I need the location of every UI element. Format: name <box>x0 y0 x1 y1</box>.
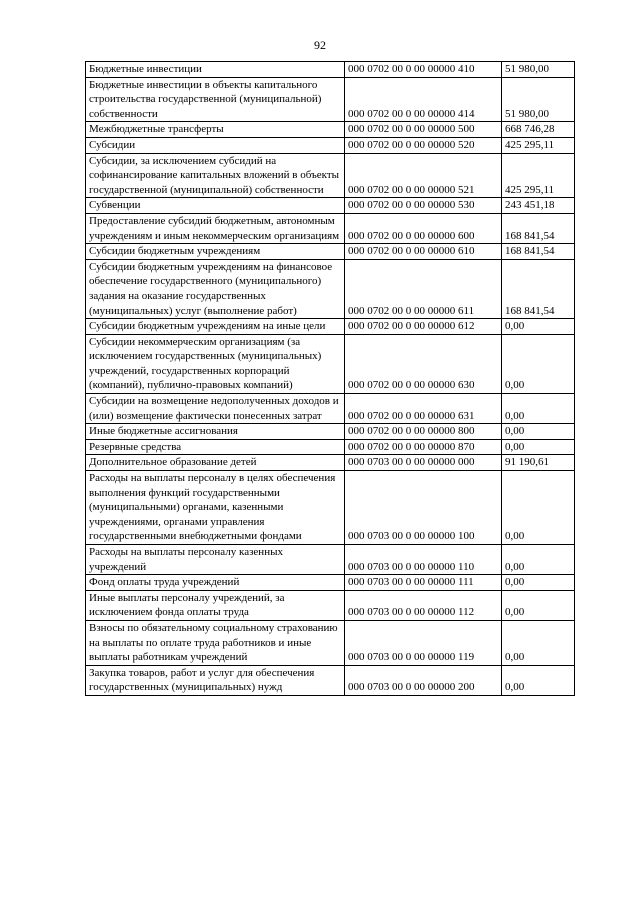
row-code-cell: 000 0702 00 0 00 00000 414 <box>345 77 502 122</box>
row-name-cell: Субсидии <box>86 137 345 153</box>
row-name-cell: Субсидии бюджетным учреждениям на иные цели <box>86 319 345 335</box>
row-amount-cell: 0,00 <box>502 620 575 665</box>
table-row <box>86 153 575 198</box>
row-amount-cell: 0,00 <box>502 665 575 695</box>
table-row <box>86 665 575 695</box>
row-code-cell: 000 0703 00 0 00 00000 000 <box>345 455 502 471</box>
row-amount-cell: 0,00 <box>502 575 575 591</box>
row-code-cell: 000 0702 00 0 00 00000 410 <box>345 62 502 78</box>
row-name-cell: Субсидии на возмещение недополученных доходов и (или) возмещение фактически понесенных затрат <box>86 394 345 424</box>
row-amount-cell: 168 841,54 <box>502 244 575 260</box>
row-amount-cell: 51 980,00 <box>502 62 575 78</box>
row-name-cell: Межбюджетные трансферты <box>86 122 345 138</box>
row-amount-cell: 425 295,11 <box>502 137 575 153</box>
row-name-cell: Иные бюджетные ассигнования <box>86 424 345 440</box>
row-amount-cell: 0,00 <box>502 424 575 440</box>
row-code-cell: 000 0702 00 0 00 00000 800 <box>345 424 502 440</box>
table-row <box>86 62 575 78</box>
row-name-cell: Субвенции <box>86 198 345 214</box>
row-code-cell: 000 0703 00 0 00 00000 110 <box>345 545 502 575</box>
table-row <box>86 575 575 591</box>
row-code-cell: 000 0703 00 0 00 00000 200 <box>345 665 502 695</box>
table-row <box>86 590 575 620</box>
table-row <box>86 394 575 424</box>
table-row <box>86 77 575 122</box>
row-amount-cell: 0,00 <box>502 439 575 455</box>
row-amount-cell: 91 190,61 <box>502 455 575 471</box>
row-name-cell: Взносы по обязательному социальному страхованию на выплаты по оплате труда работников и иные выплаты работникам учреждений <box>86 620 345 665</box>
row-code-cell: 000 0702 00 0 00 00000 612 <box>345 319 502 335</box>
row-code-cell: 000 0702 00 0 00 00000 610 <box>345 244 502 260</box>
table-row <box>86 471 575 545</box>
row-amount-cell: 0,00 <box>502 334 575 393</box>
row-amount-cell: 0,00 <box>502 394 575 424</box>
row-amount-cell: 243 451,18 <box>502 198 575 214</box>
row-name-cell: Иные выплаты персоналу учреждений, за исключением фонда оплаты труда <box>86 590 345 620</box>
row-name-cell: Субсидии бюджетным учреждениям на финансовое обеспечение государственного (муниципального) задания на оказание государственных (муниципальных) услуг (выполнение работ) <box>86 259 345 318</box>
row-name-cell: Резервные средства <box>86 439 345 455</box>
table-row <box>86 244 575 260</box>
budget-table-body <box>86 62 575 696</box>
row-amount-cell: 168 841,54 <box>502 259 575 318</box>
table-row <box>86 122 575 138</box>
row-code-cell: 000 0703 00 0 00 00000 111 <box>345 575 502 591</box>
row-code-cell: 000 0702 00 0 00 00000 611 <box>345 259 502 318</box>
row-name-cell: Бюджетные инвестиции в объекты капитального строительства государственной (муниципальной) собственности <box>86 77 345 122</box>
row-name-cell: Расходы на выплаты персоналу казенных учреждений <box>86 545 345 575</box>
row-code-cell: 000 0702 00 0 00 00000 631 <box>345 394 502 424</box>
table-row <box>86 620 575 665</box>
table-row <box>86 439 575 455</box>
row-code-cell: 000 0702 00 0 00 00000 630 <box>345 334 502 393</box>
row-amount-cell: 0,00 <box>502 471 575 545</box>
row-code-cell: 000 0702 00 0 00 00000 600 <box>345 213 502 243</box>
row-amount-cell: 0,00 <box>502 319 575 335</box>
row-amount-cell: 51 980,00 <box>502 77 575 122</box>
row-name-cell: Закупка товаров, работ и услуг для обеспечения государственных (муниципальных) нужд <box>86 665 345 695</box>
row-code-cell: 000 0703 00 0 00 00000 119 <box>345 620 502 665</box>
table-row <box>86 319 575 335</box>
row-name-cell: Фонд оплаты труда учреждений <box>86 575 345 591</box>
row-name-cell: Предоставление субсидий бюджетным, автономным учреждениям и иным некоммерческим организациям <box>86 213 345 243</box>
table-row <box>86 334 575 393</box>
row-amount-cell: 668 746,28 <box>502 122 575 138</box>
row-amount-cell: 425 295,11 <box>502 153 575 198</box>
table-row <box>86 455 575 471</box>
row-name-cell: Дополнительное образование детей <box>86 455 345 471</box>
row-name-cell: Субсидии бюджетным учреждениям <box>86 244 345 260</box>
row-code-cell: 000 0703 00 0 00 00000 112 <box>345 590 502 620</box>
row-code-cell: 000 0702 00 0 00 00000 530 <box>345 198 502 214</box>
row-name-cell: Субсидии, за исключением субсидий на софинансирование капитальных вложений в объекты государственной (муниципальной) собственности <box>86 153 345 198</box>
table-row <box>86 213 575 243</box>
row-code-cell: 000 0702 00 0 00 00000 520 <box>345 137 502 153</box>
row-amount-cell: 168 841,54 <box>502 213 575 243</box>
row-amount-cell: 0,00 <box>502 545 575 575</box>
budget-table <box>85 61 575 696</box>
table-row <box>86 424 575 440</box>
table-row <box>86 259 575 318</box>
row-code-cell: 000 0703 00 0 00 00000 100 <box>345 471 502 545</box>
page-number: 92 <box>314 38 326 52</box>
row-name-cell: Субсидии некоммерческим организациям (за исключением государственных (муниципальных) учреждений, государственных корпораций (компаний), публично-правовых компаний) <box>86 334 345 393</box>
row-code-cell: 000 0702 00 0 00 00000 870 <box>345 439 502 455</box>
row-code-cell: 000 0702 00 0 00 00000 521 <box>345 153 502 198</box>
row-name-cell: Расходы на выплаты персоналу в целях обеспечения выполнения функций государственными (муниципальными) органами, казенными учреждениями, органами управления государственными внебюджетными фондами <box>86 471 345 545</box>
table-row <box>86 545 575 575</box>
row-code-cell: 000 0702 00 0 00 00000 500 <box>345 122 502 138</box>
row-amount-cell: 0,00 <box>502 590 575 620</box>
table-row <box>86 198 575 214</box>
table-row <box>86 137 575 153</box>
row-name-cell: Бюджетные инвестиции <box>86 62 345 78</box>
